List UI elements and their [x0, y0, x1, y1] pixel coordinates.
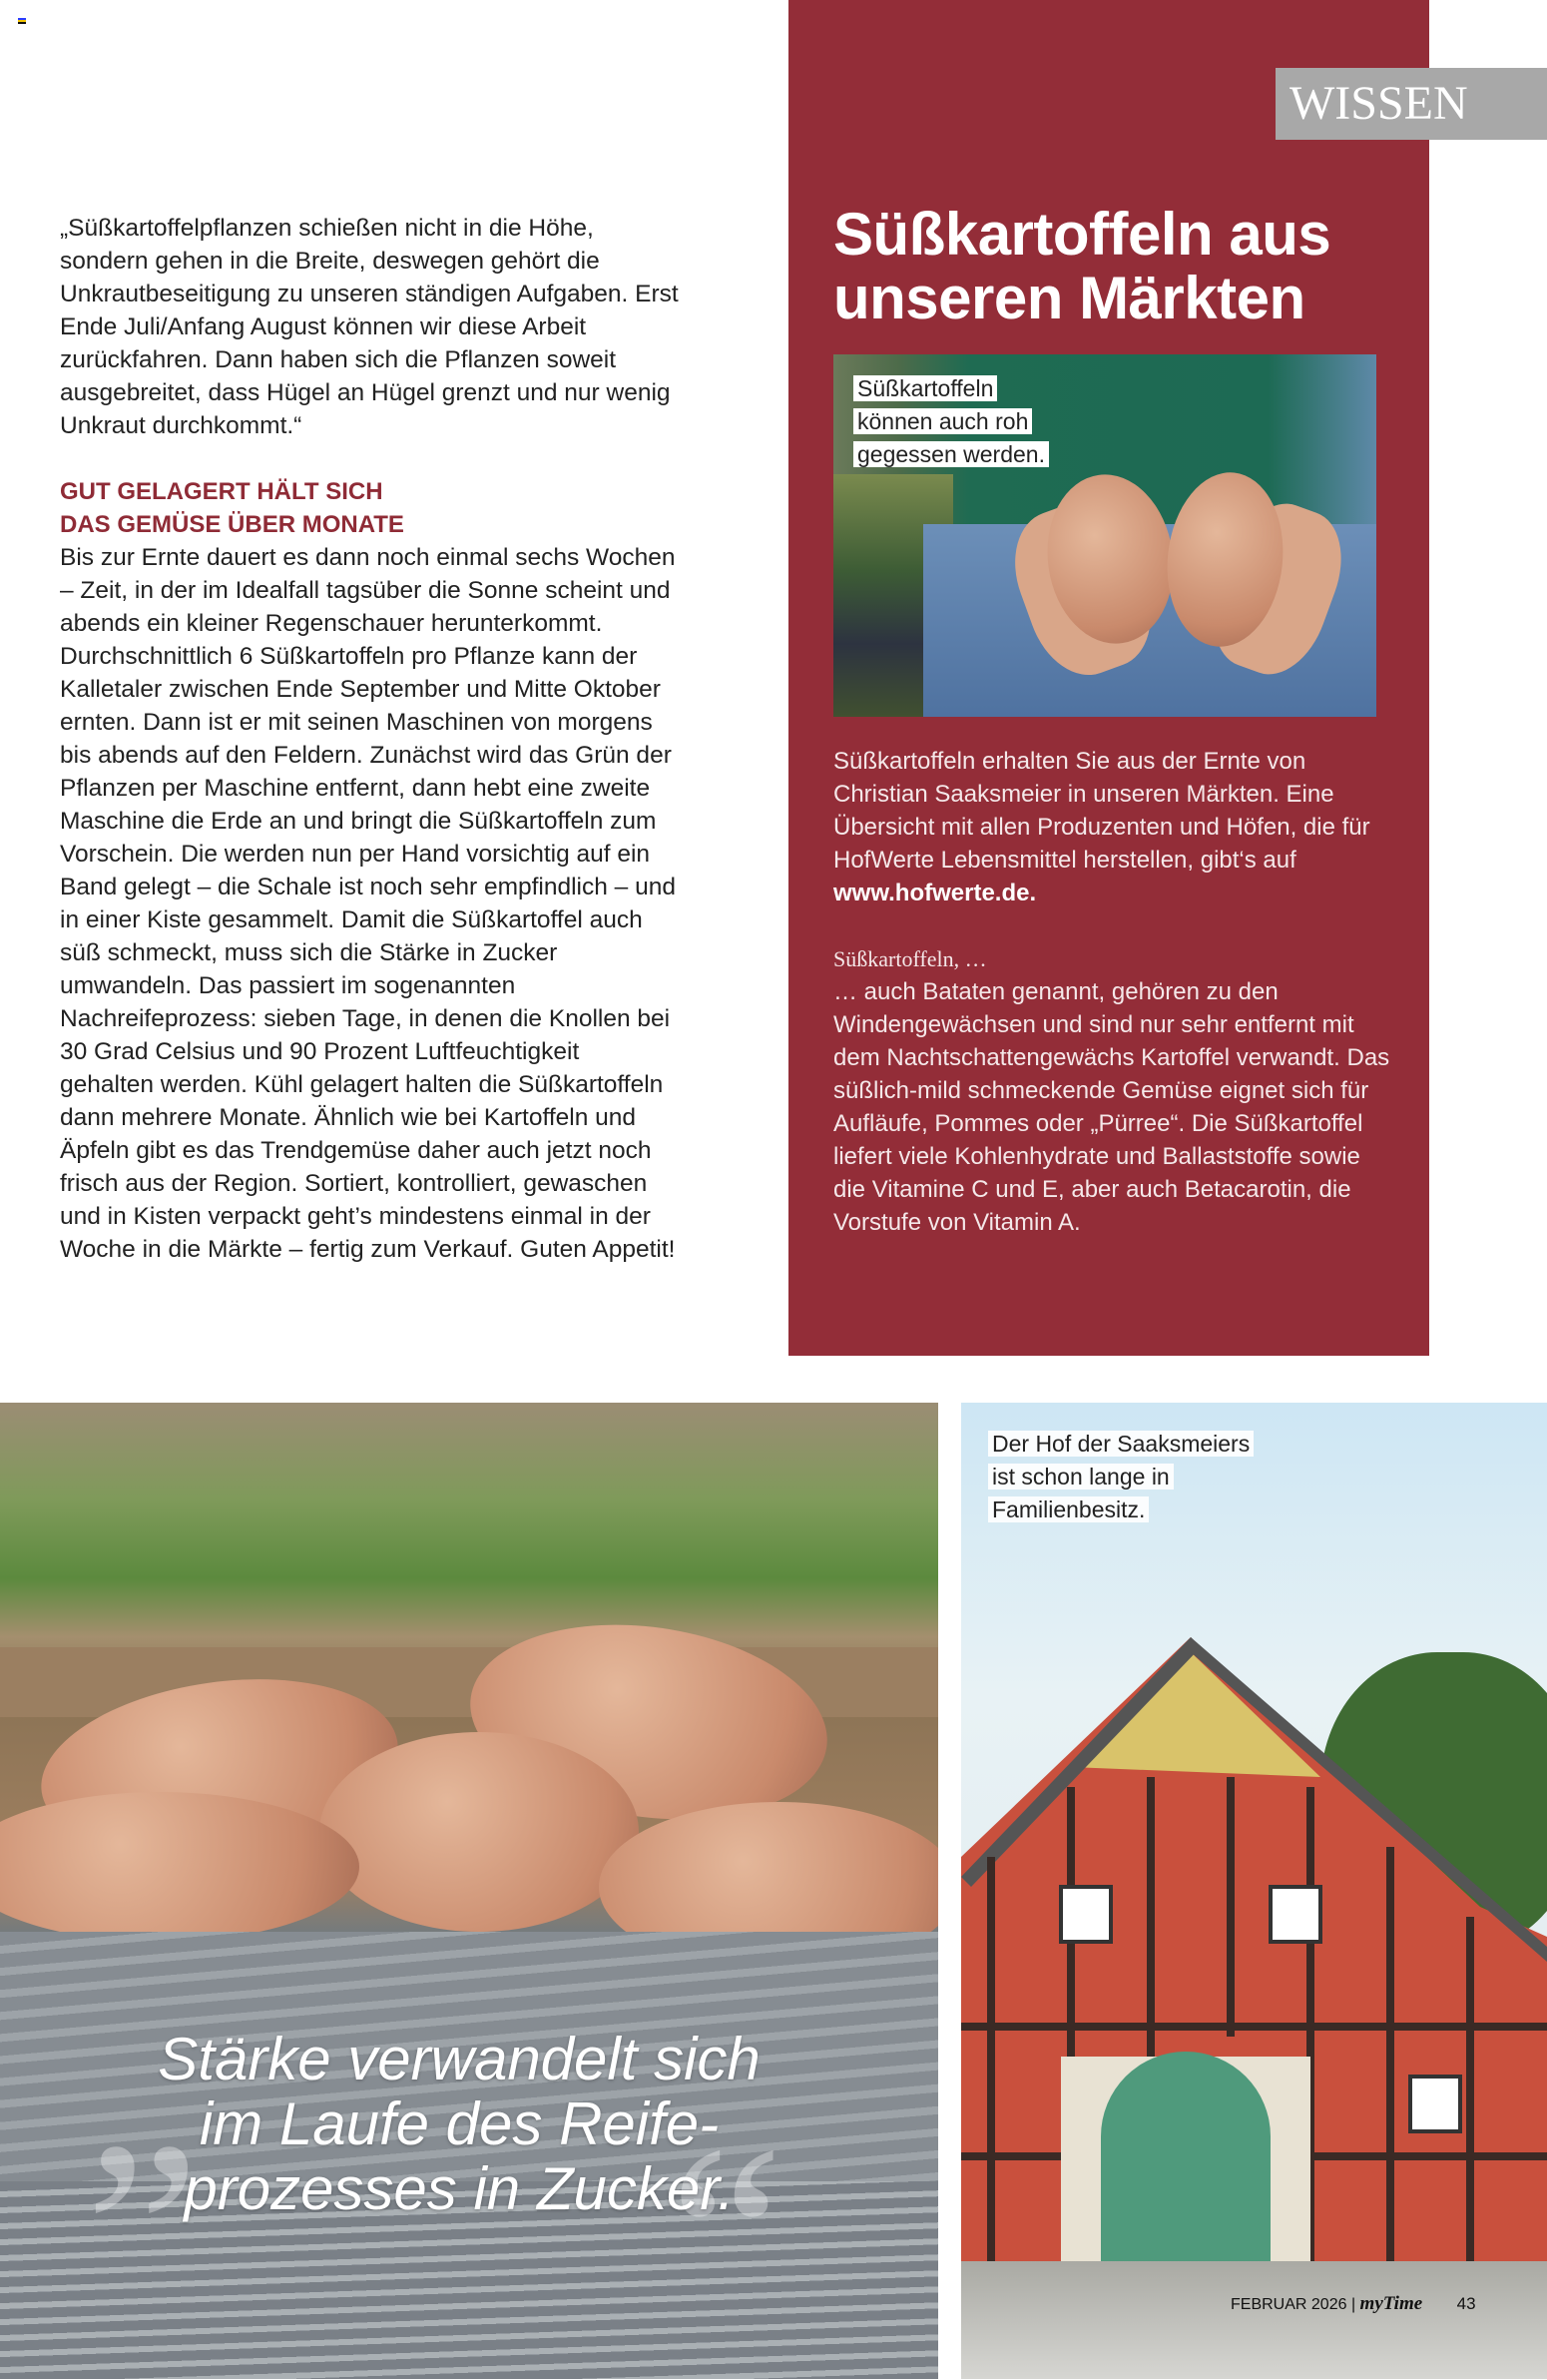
title-line: unseren Märkten	[833, 265, 1305, 331]
box-text	[833, 745, 1392, 1239]
quote-line: prozesses in Zucker.	[184, 2155, 735, 2222]
caption-line: Der Hof der Saaksmeiers	[988, 1431, 1254, 1457]
caption-line: Familienbesitz.	[988, 1496, 1149, 1522]
fact-body: … auch Bataten genannt, gehören zu den Windengewächsen und sind nur sehr entfernt mit dem Nachtschattengewächs Kartoffel verwandt. Das süßlich-mild schmeckende Gemüse eignet sich für Aufläufe, Pommes oder „Pürree“. Die Süßkartoffel liefert viele Kohlenhydrate und Ballaststoffe sowie die Vitamine C und E, aber auch Betacarotin, die Vorstufe von Vitamin A.	[833, 978, 1390, 1236]
box-title	[833, 203, 1392, 330]
intro-quote: „Süßkartoffelpflanzen schießen nicht in die Höhe, sondern gehen in die Breite, deswegen gehört die Unkrautbeseitigung zu unseren ständigen Aufgaben. Erst Ende Juli/Anfang August können wir diese Arbeit zurückfahren. Dann haben sich die Pflanzen soweit ausgebreitet, dass Hügel an Hügel grenzt und nur wenig Unkraut durchkommt.“	[60, 215, 679, 439]
fact-title: Süßkartoffeln, …	[833, 946, 987, 971]
photo-caption	[853, 372, 1049, 471]
caption-line: können auch roh	[853, 408, 1032, 434]
photo-sweet-potatoes-in-crate	[0, 1403, 938, 2379]
quote-open-icon: „	[85, 1943, 201, 2230]
quote-close-icon: “	[669, 2092, 784, 2380]
caption-line: Süßkartoffeln	[853, 375, 997, 401]
page-number: 43	[1456, 2294, 1476, 2313]
title-line: Süßkartoffeln aus	[833, 201, 1331, 268]
print-registration-mark	[18, 18, 26, 24]
photo-half-timbered-house	[961, 1637, 1547, 2296]
section-label: WISSEN	[1276, 68, 1547, 140]
caption-line: gegessen werden.	[853, 441, 1049, 467]
heading-line: GUT GELAGERT HÄLT SICH	[60, 478, 383, 505]
quote-line: im Laufe des Reife-	[199, 2090, 720, 2157]
quote-line: Stärke verwandelt sich	[158, 2026, 761, 2092]
pull-quote	[100, 2027, 818, 2221]
section-heading	[60, 475, 679, 541]
issue-date: FEBRUAR 2026 |	[1231, 2296, 1356, 2313]
magazine-logo: myTime	[1359, 2293, 1423, 2314]
left-column	[60, 212, 679, 1266]
website-link[interactable]: www.hofwerte.de.	[833, 880, 1037, 906]
caption-line: ist schon lange in	[988, 1464, 1174, 1489]
body-text: Bis zur Ernte dauert es dann noch einmal sechs Wochen – Zeit, in der im Idealfall tagsüber die Sonne scheint und abends ein kleiner Regenschauer herunterkommt. Durchschnittlich 6 Süßkartoffeln pro Pflanze kann der Kalletaler zwischen Ende September und Mitte Oktober ernten. Dann ist er mit seinen Maschinen von morgens bis abends auf den Feldern. Zunächst wird das Grün der Pflanzen per Maschine entfernt, dann hebt eine zweite Maschine die Erde an und bringt die Süßkartoffeln zum Vorschein. Die werden nun per Hand vorsichtig auf ein Band gelegt – die Schale ist noch sehr empfindlich – und in einer Kiste gesammelt. Damit die Süßkartoffel auch süß schmeckt, muss sich die Stärke in Zucker umwandeln. Das passiert im sogenannten Nachreifeprozess: sieben Tage, in denen die Knollen bei 30 Grad Celsius und 90 Prozent Luftfeuchtigkeit gehalten werden. Kühl gelagert halten die Süßkartoffeln dann mehrere Monate. Ähnlich wie bei Kartoffeln und Äpfeln gibt es das Trendgemüse daher auch jetzt noch frisch aus der Region. Sortiert, kontrolliert, gewaschen und in Kisten verpackt geht’s mindestens einmal in der Woche in die Märkte – fertig zum Verkauf. Guten Appetit!	[60, 544, 676, 1263]
box-paragraph: Süßkartoffeln erhalten Sie aus der Ernte von Christian Saaksmeier in unseren Märkten. Eine Übersicht mit allen Produzenten und Höfen, die für HofWerte Lebensmittel herstellen, gibt‘s auf	[833, 748, 1370, 874]
page-footer	[1231, 2293, 1476, 2315]
photo-hands-holding-sweet-potatoes	[833, 354, 1376, 717]
photo-farmhouse	[961, 1403, 1547, 2379]
house-caption	[988, 1428, 1254, 1526]
heading-line: DAS GEMÜSE ÜBER MONATE	[60, 511, 404, 538]
photo-courtyard	[961, 2261, 1547, 2379]
photo-potato	[319, 1732, 639, 1932]
